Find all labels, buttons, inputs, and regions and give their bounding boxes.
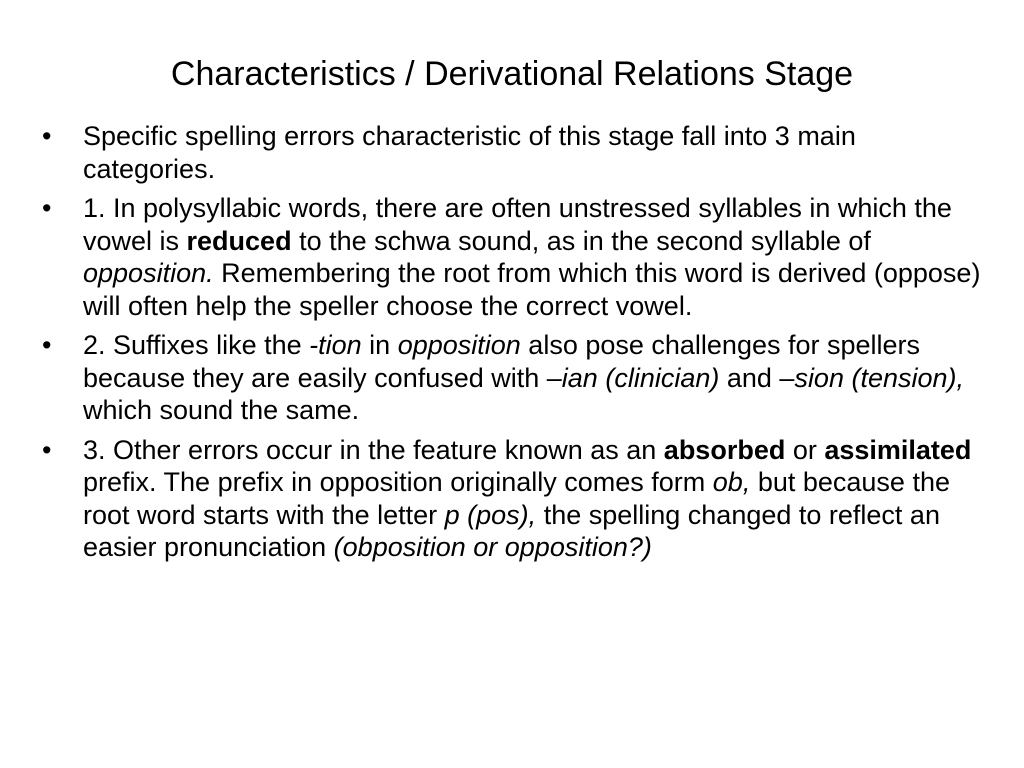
bullet-text: in	[361, 330, 398, 360]
bullet-icon: •	[42, 193, 52, 223]
italic-term-obposition: (obposition or opposition?)	[333, 532, 652, 562]
bullet-text: or	[785, 434, 825, 465]
italic-term-opposition: opposition	[397, 330, 521, 360]
bullet-text: 2. Suffixes like the	[83, 330, 310, 360]
bullet-text: which sound the same.	[83, 395, 360, 425]
italic-term-ian: ian (clinician)	[561, 362, 720, 393]
italic-term-tion: -tion	[309, 330, 362, 360]
bullet-text: 3. Other errors occur in the feature known as an	[83, 434, 664, 465]
bullet-text: but because the root word starts with the letter	[83, 467, 950, 530]
italic-term-opposition: opposition.	[83, 258, 214, 288]
bullet-text: also pose challenges for spellers because they are easily confused with –	[83, 330, 921, 393]
bullet-text: 1. In polysyllabic words, there are often unstressed syllables in which the vowel is	[83, 193, 952, 256]
bullet-text: Specific spelling errors characteristic of this stage fall into 3 main categories.	[83, 121, 856, 184]
italic-term-p-pos: p (pos),	[444, 499, 537, 530]
bullet-item-2	[42, 192, 982, 322]
bullet-text: Remembering the root from which this word is derived (oppose) will often help the speller choose the correct vowel.	[83, 258, 981, 321]
bullet-list	[42, 120, 982, 571]
bullet-text: prefix. The prefix in opposition originally comes form	[83, 467, 713, 497]
bullet-icon: •	[42, 434, 52, 465]
bullet-item-1	[42, 120, 982, 185]
bullet-text: the spelling changed to reflect an easier pronunciation	[83, 499, 940, 562]
italic-term-ob: ob,	[712, 467, 751, 497]
bold-term-reduced: reduced	[186, 225, 292, 256]
bold-term-absorbed: absorbed	[663, 434, 786, 465]
bullet-item-3	[42, 329, 982, 427]
bullet-text: and –	[719, 362, 795, 393]
bullet-icon: •	[42, 121, 52, 151]
bullet-icon: •	[42, 330, 52, 360]
bullet-text: to the schwa sound, as in the second syllable of	[291, 225, 871, 256]
slide-title: Characteristics / Derivational Relations Stage	[170, 55, 854, 93]
bold-term-assimilated: assimilated	[824, 434, 972, 465]
italic-term-sion: sion (tension),	[794, 362, 965, 393]
bullet-item-4	[42, 434, 982, 564]
